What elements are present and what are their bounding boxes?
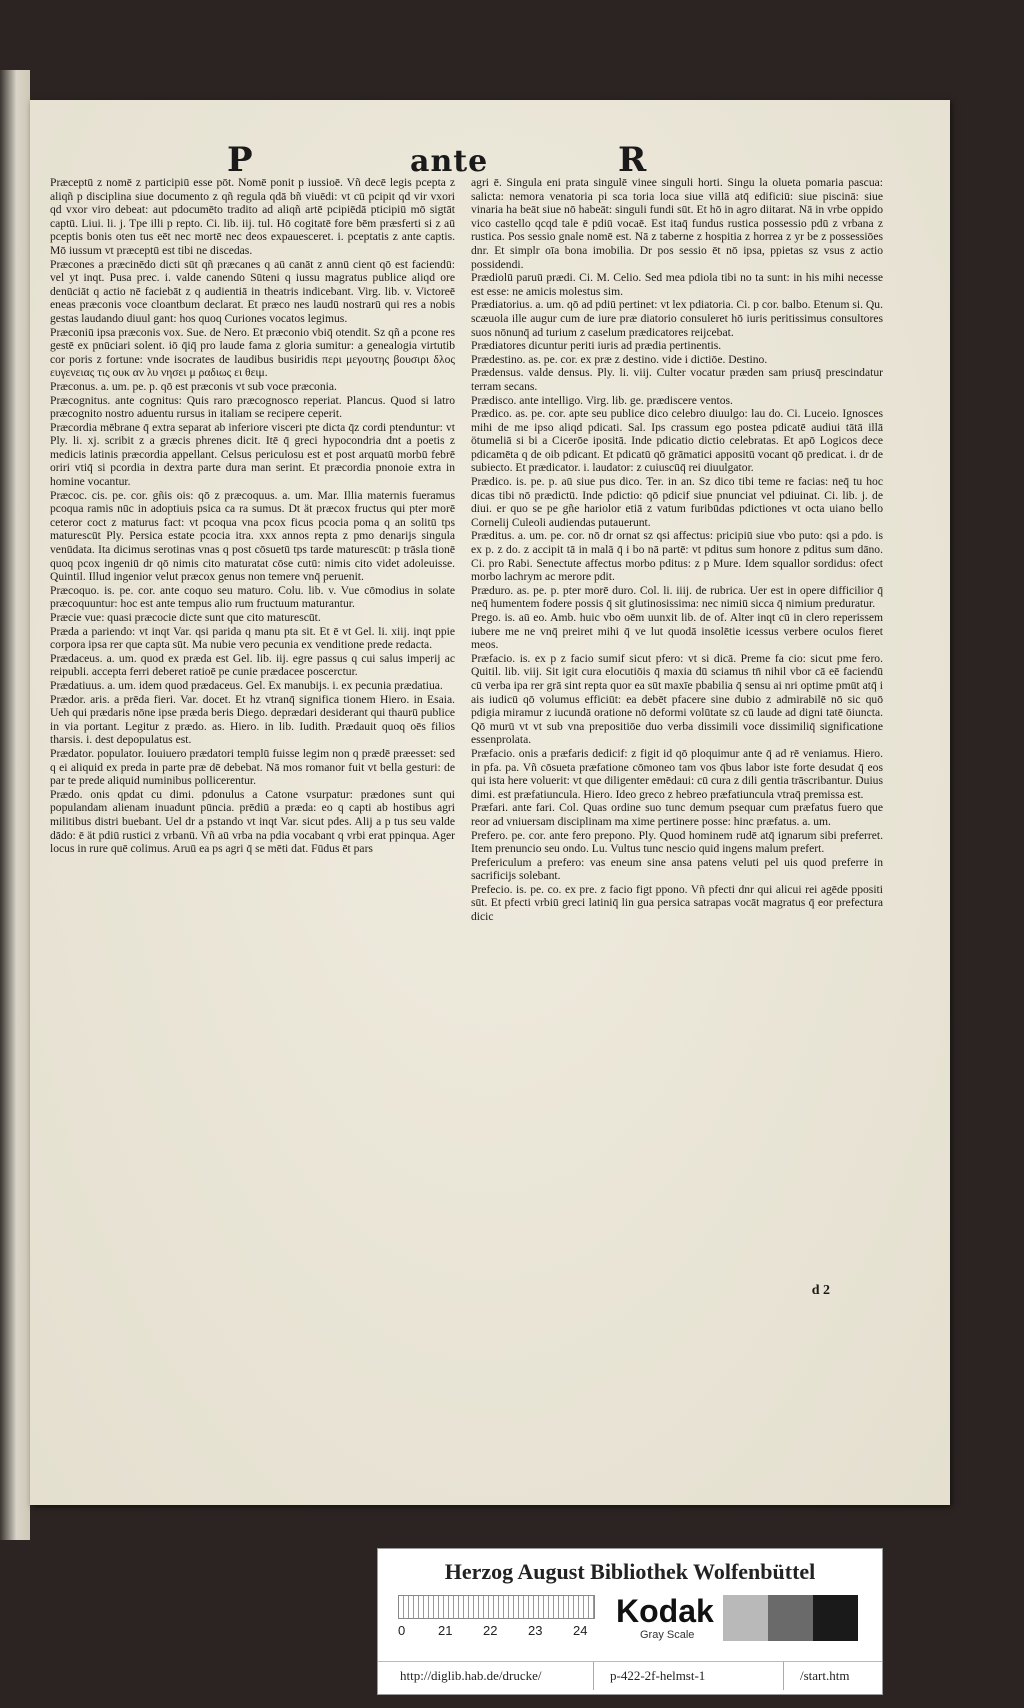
dictionary-entry: Prædor. aris. a prēda fieri. Var. docet. Et hz vtranq̄ significa tionem Hiero. in Esaia. Ueh qui prædaris nōne ipse præda beris Diego. deprædari desiderant qui thaurū publice in via portant. Legitur z prædo. as. Hiero. in lib. Iudith. Prædauit quoq oēs filios tharsis. i. dest depopulatus est. xyxy=(50,692,455,747)
dictionary-entry: Prædaceus. a. um. quod ex præda est Gel. lib. iij. egre passus q cui salus imperij ac reipubli. accepta ferri deberet ratioē pe cunie prædacee poscerctur. xyxy=(50,651,455,679)
dictionary-entry: Præconus. a. um. pe. p. qō est præconis vt sub voce præconia. xyxy=(50,379,337,393)
signature-mark: d 2 xyxy=(811,1283,830,1298)
dictionary-entry: Præfacio. onis a præfaris dedicif: z figit id qō ploquimur ante q̄ ad rē veniamus. Hiero. in pfa. pa. Vñ cōsueta præfatione cōmoneo tam vos q̄bus labor iste forte desudat q̄ eos qui ista here voluerit: vt que diligenter emēdaui: cū cura z dili gentia trāscribantur. Duius dimi. est præfatiuncula. Hiero. Ideo greco z hebreo præfatiuncula vtraq̄ premissa est. xyxy=(471,746,883,801)
gray-swatch-mid xyxy=(768,1595,813,1641)
dictionary-entry: Præduro. as. pe. p. pter morē duro. Col. li. iiij. de rubrica. Uer est in opere difficilior q̄ neq̄ humentem fodere possis q̄ sit glutinosissima: nec nimiū sicca q̄ nimium preduratur. xyxy=(471,583,883,611)
library-name: Herzog August Bibliothek Wolfenbüttel xyxy=(444,1559,816,1584)
scale-ruler xyxy=(398,1595,595,1619)
dictionary-entry: Præcoquo. is. pe. cor. ante coquo seu maturo. Colu. lib. v. Vue cōmodius in solate præcoquuntur: hoc est ante tempus alio rum fructuum maturantur. xyxy=(50,583,455,611)
header-right-letter: R xyxy=(618,140,647,180)
dictionary-entry: Præcoc. cis. pe. cor. gñis ois: qō z præcoquus. a. um. Mar. Illia maternis fueramus pcoqua ramis nūc in adoptiuis psica ca ra sumus. Dt ät præcox fructus qui pter morē ceteror coct z maturus fact: vt pcoqua vna pcox ficus pcocia poma q an solitū tps maturescūt Ply. Persica estate pcocia itra. xxx annos repta z pmo denarijs singula venūdata. Ita dicimus serotinas vnas q post cōsuetū tps tarde maturescūt: p trāsla tionē quoq pcox ingeniū dr qō nimis cito maturatat cōse cutū: nimis cito videt adoleuisse. Quintil. Illud ingenior velut præcox genus non temere vnq̄ peruenit. xyxy=(50,488,455,584)
dictionary-entry: Prædatiuus. a. um. idem quod prædaceus. Gel. Ex manubijs. i. ex pecunia prædatiua. xyxy=(50,678,443,692)
ruler-number: 22 xyxy=(483,1623,498,1638)
library-url: http://diglib.hab.de/drucke/ xyxy=(400,1668,542,1683)
dictionary-entry: Prefecio. is. pe. co. ex pre. z facio figt ppono. Vñ pfecti dnr qui alicui rei agēde ppositi sūt. Et pfecti vrbiū greci latiniq̄ lin gua persica satrapas vocāt magratus q̄ eor prefectura dicic xyxy=(471,882,883,924)
dictionary-entry: agri ē. Singula eni prata singulē vinee singuli horti. Singu la olueta pomaria pascua: salicta: nemora venatoria pi sca toria loca siue villā atq̄ edificiū: siue piscinā: siue vinaria ha beāt siue nō habeāt: singuli fundi sūt. Et hō in agro diitarat. Nā in vrbe oppido vico castello qcqd tale ē pdiū vocaē. Est itaq̄ fundus rustica possessio pdū z vrbana z rustica. Pos sessio gnale nomē est. Nā z taberne z hospitia z horrea z yr be z possessiōes dnr. Et simplr oīa bona imobilia. Dr pos sessio ēt nō ipsa, ppietas sz vsus z actio possidendi. xyxy=(471,176,883,271)
dictionary-entry: Prædestino. as. pe. cor. ex præ z destino. vide i dictiōe. Destino. xyxy=(471,352,768,366)
ruler-number: 24 xyxy=(573,1623,588,1638)
right-text-column xyxy=(471,176,883,1296)
gray-swatch-light xyxy=(723,1595,768,1641)
header-center-word: ante xyxy=(410,144,489,179)
dictionary-entry: Prædensus. valde densus. Ply. li. viij. Culter vocatur præden sam priusq̄ prescindatur terram secans. xyxy=(471,366,883,393)
dictionary-entry: Prædiolū paruū prædi. Ci. M. Celio. Sed mea pdiola tibi no ta sunt: in his mihi necesse est esse: ne amicis molestus sim. xyxy=(471,271,883,298)
adjacent-page-edge xyxy=(0,70,30,1540)
header-left-letter: P xyxy=(227,140,253,180)
book-page xyxy=(30,100,950,1505)
ruler-number: 23 xyxy=(528,1623,543,1638)
dictionary-entry: Præceptū z nomē z participiū esse pōt. Nomē ponit p iussioē. Vñ decē legis pcepta z aliqñ p disciplina siue documento z qñ regula qdā bñ viuēdi: vt cū pcipit qd vir vxori qd vxor viro debeat: aut pdocumēto tradito ad aliqñ artē pcipiēdā pticipiū mō sigtāt captū. Liui. li. j. Tpe illi p repto. Ci. lib. iij. tul. Hō cogitatē fore bēm præsferti si z aū pceptis bonis oten tus eēt nec mortē nec deos expauesceret. i. pceptatis z ante captis. Mō iussum vt præceptū est tibi ne discedas. xyxy=(50,176,455,257)
footer-divider xyxy=(593,1662,594,1690)
dictionary-entry: Prædiatores dicuntur periti iuris ad prædia pertinentis. xyxy=(471,339,722,353)
ruler-number: 0 xyxy=(398,1623,406,1638)
left-text-column xyxy=(50,176,455,1296)
gray-swatch-dark xyxy=(813,1595,858,1641)
dictionary-entry: Præditus. a. um. pe. cor. nō dr ornat sz qsi affectus: pricipiū siue vbo puto: qsi a pdo. is ex p. z do. z accipit tā in malā q̄ i bo nā partē: vt pditus sum honore z pditus sum dāno. Ci. pro Rabi. Senectute affectus morbo pditus: z p Mure. Idem squallor sordidus: ofect morbo lachrym ac merore pdit. xyxy=(471,529,883,584)
color-target-card xyxy=(377,1548,883,1695)
dictionary-entry: Prefero. pe. cor. ante fero prepono. Ply. Quod hominem rudē atq̄ ignarum sibi preferret. Item prenuncio seu ondo. Lu. Vultus tunc nescio quid ingens malum prefert. xyxy=(471,828,883,856)
shelfmark: p-422-2f-helmst-1 xyxy=(610,1668,706,1683)
dictionary-entry: Præconiū ipsa præconis vox. Sue. de Nero. Et præconio vbiq̄ otendit. Sz qñ a pcone res gestē ex pnūciari solent. iō q̄iq̄ pro laude fama z gloria sumitur: a genealogia virtutib cor poris z fortune: vnde isocrates de laudibus busiridis περι μεγουτης βουσιρι δλος ευγενειας τις ουκ αν λυ νησει μ ραδιως ει θειμ. xyxy=(50,325,455,380)
dictionary-entry: Prædator. populator. Iouiuero prædatori templū fuisse legim non q prædē præesset: sed q ei aliquid ex preda in parte præ dē debebat. Nā mos romanor fuit vt bella gesturi: de par te prede aliquid numinibus pollicerentur. xyxy=(50,746,455,788)
dictionary-entry: Præcie vue: quasi præcocie dicte sunt que cito maturescūt. xyxy=(50,611,321,624)
start-path: /start.htm xyxy=(800,1668,850,1683)
kodak-logo: Kodak xyxy=(616,1593,714,1629)
dictionary-entry: Prego. is. aū eo. Amb. huic vbo oēm uunxit lib. de of. Alter inqt cū in clero reperissem iubere me ne vnq̄ preiret mihi q̄ ve lut quodā insolētie icessus verbere oculos fieret meos. xyxy=(471,611,883,652)
dictionary-entry: Prefericulum a prefero: vas eneum sine ansa patens veluti pel uis quod preferre in sacrificijs solebant. xyxy=(471,855,883,883)
dictionary-entry: Prædiatorius. a. um. qō ad pdiū pertinet: vt lex pdiatoria. Ci. p cor. balbo. Etenum si. Qu. scæuola ille augur cum de iure præ diatorio consuleret hō iuris peritissimus consultores suos nōnunq̄ ad turium z caselum prædicatores reijcebat. xyxy=(471,298,883,339)
gray-scale-label: Gray Scale xyxy=(640,1629,695,1641)
dictionary-entry: Præda a pariendo: vt inqt Var. qsi parida q manu pta sit. Et ē vt Gel. li. xiij. inqt ppie corpora ipsa rer que capta sūt. Ma nubie vero pecunia ex venditione prede redacta. xyxy=(50,624,455,652)
dictionary-entry: Præfari. ante fari. Col. Quas ordine suo tunc demum psequar cum præfatus fuero que reor ad vniuersam disciplinam ma xime pertinere posse: hinc præfatus. a. um. xyxy=(471,801,883,828)
dictionary-entry: Prædo. onis qpdat cu dimi. pdonulus a Catone vsurpatur: prædones sunt qui populandam alienam inuadunt pūncia. prēdiū a præda: eo q capti ab hostibus agri militibus distri buebant. Uel dr a pstando vt inqt Var. sicut pdes. Alij a p tus seu valde dādo: ē ät pdiū rustici z vrbanū. Vñ aū vrba na pdia vocabant q vrbi erat ppinqua. Ager locus in rure quē colimus. Aruū ea ps agri q̄ se mēti dat. Fūdus ēt pars xyxy=(50,787,455,856)
dictionary-entry: Præfacio. is. ex p z facio sumif sicut pfero: vt si dicā. Preme fa cio: sicut pme fero. Quitil. lib. viij. Sit igit cura elocutiōis q̄ maxia dū sciamus tn̄ nihil vbor cā eē faciendū cū verba ipa rer grā sint repta quor ea sūt maxīe pbabilia q̄ sensu ai nri optime pmūt atq̄ i ais iudicū qō volumus efficiūt: ea debēt pfacere sine dubio z admirabilē nō sic quō pdigia miramur z iucundā oratione nō deformi volūtate sz cū laude ad digni tatē ōiuncta. Qō murū vt vt sub vna prepositiōe duo verba dissimili voce dissimiliq̄ significatione essenprolata. xyxy=(471,651,883,747)
card-footer xyxy=(378,1661,882,1690)
dictionary-entry: Præcones a præcinēdo dicti sūt qñ præcanes q aū canāt z annū cient qō est faciendū: vel yt inqt. Pusa prec. i. valde canendo Sūteni q iussu magratus publice aliqd ore denūciāt q actio nē faciebāt z q audientiā in theatris indicebant. Virg. lib. v. Victoreē eneas præconis voce cloantbum declarat. Et præco nes laudū nostrarū qui res a nobis gestas laudando diuul gant: hos quoq Curiones vocatos legimus. xyxy=(50,257,455,325)
dictionary-entry: Præcordia mēbrane q̄ extra separat ab inferiore visceri pte dicta q̄z cordi ptenduntur: vt Ply. li. xj. scribit z a græcis phrenes dicit. Itē q̄ greci hypocondria dnt a poetis z medicis latinis præcordia appellant. Celsus periculosu est et post arquatū morbū febrē oriri vtiq̄ si pcordia in dextra parte dura man serint. Et præcordia pnonoie extra in homine vocantur. xyxy=(50,420,455,489)
dictionary-entry: Prædico. as. pe. cor. apte seu publice dico celebro diuulgo: lau do. Ci. Luceio. Ignosces mihi de me ipso aliqd pdicati. Sal. Ips crassum ego postea pdicatē audiui tātā illā ötumeliā si bi a Cicerōe ipositā. Inde pdicatio dictio celebratas. Et apō Logicos dece pdicamēta q de oib pdicant. Et pdicatū qō grāmatici appositū vocant qō predicat. i. dr de subiecto. Et prædicator. i. laudator: z cuiuscūq̄ rei diuulgator. xyxy=(471,407,883,475)
footer-divider xyxy=(783,1662,784,1690)
dictionary-entry: Prædisco. ante intelligo. Virg. lib. ge. prædiscere ventos. xyxy=(471,393,733,407)
ruler-number: 21 xyxy=(438,1623,453,1638)
dictionary-entry: Præcognitus. ante cognitus: Quis raro præcognosco reperiat. Plancus. Quod si latro præcognito nostro aduentu rursus in italiam se recipere ceperit. xyxy=(50,393,455,421)
dictionary-entry: Prædico. is. pe. p. aū siue pus dico. Ter. in an. Sz dico tibi teme re facias: neq̄ tu hoc dicas tibi nō prædictū. Inde pdictio: qō pdicif siue pnunciat vel pdiuinat. Ci. lib. j. de diui. er quo se pe gñe hariolor etiā z vatum furibūdas pdictiones vt octa uiano bello Cornelij Culeoli audiendas putauerunt. xyxy=(471,475,883,529)
